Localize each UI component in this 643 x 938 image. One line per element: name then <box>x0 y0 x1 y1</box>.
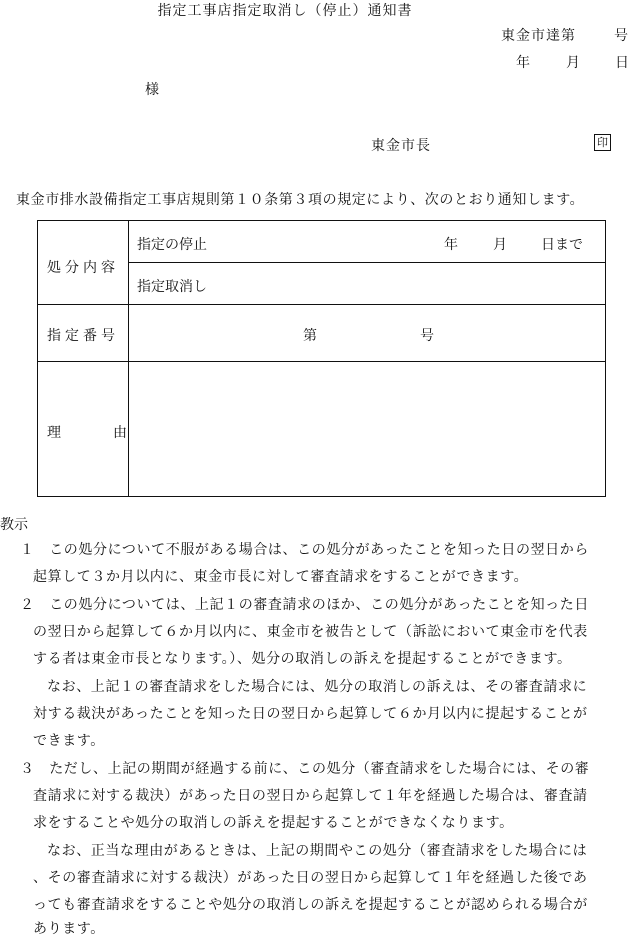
instruction-line: 対する裁決があったことを知った日の翌日から起算して６か月以内に提起することが <box>33 706 588 722</box>
date-day-label: 日 <box>615 55 629 71</box>
intro-sentence: 東金市排水設備指定工事店規則第１０条第３項の規定により、次のとおり通知します。 <box>16 192 585 208</box>
instruction-line: の翌日から起算して６か月以内に、東金市を被告として（訴訟において東金市を代表 <box>33 624 588 640</box>
revocation-option: 指定取消し <box>137 279 207 295</box>
instruction-line: 起算して３か月以内に、東金市長に対して審査請求をすることができます。 <box>33 569 529 585</box>
designation-number-prefix: 第 <box>303 328 317 344</box>
instruction-line: なお、上記１の審査請求をした場合には、処分の取消しの訴えは、その審査請求に <box>47 679 588 695</box>
date-year-label: 年 <box>516 55 530 71</box>
seal-icon: 印 <box>594 134 611 151</box>
reason-label-char-2: 由 <box>113 425 127 441</box>
document-title: 指定工事店指定取消し（停止）通知書 <box>157 3 413 19</box>
instruction-line: なお、正当な理由があるときは、上記の期間やこの処分（審査請求をした場合には <box>47 843 588 859</box>
date-month-label: 月 <box>566 55 580 71</box>
table-row-divider <box>38 304 605 305</box>
addressee-honorific: 様 <box>145 82 159 98</box>
reason-label <box>47 422 127 442</box>
instruction-line: 査請求に対する裁決）があった日の翌日から起算して１年を経過した場合は、審査請 <box>33 788 588 804</box>
issuer-name: 東金市長 <box>371 138 431 154</box>
until-year-label: 年 <box>444 237 458 253</box>
reason-label-char-1: 理 <box>47 425 61 441</box>
instruction-line: ３ ただし、上記の期間が経過する前に、この処分（審査請求をした場合には、その審 <box>20 761 590 777</box>
document-number-suffix: 号 <box>614 28 628 44</box>
instruction-line: 求をすることや処分の取消しの訴えを提起することができなくなります。 <box>33 815 514 831</box>
designation-number-label: 指定番号 <box>47 328 119 344</box>
designation-number-suffix: 号 <box>420 328 434 344</box>
table-inner-row-divider <box>128 262 605 263</box>
disposition-label: 処分内容 <box>47 260 119 276</box>
table-row-divider <box>38 361 605 362</box>
instruction-line: あります。 <box>33 921 105 937</box>
instruction-line: する者は東金市長となります。）、処分の取消しの訴えを提起することができます。 <box>33 651 572 667</box>
until-day-label: 日まで <box>541 237 583 253</box>
suspension-option: 指定の停止 <box>137 237 207 253</box>
notice-table <box>37 220 606 497</box>
instruction-line: 、その審査請求に対する裁決）があった日の翌日から起算して１年を経過した後であ <box>33 870 588 886</box>
instruction-heading: 教示 <box>0 517 28 533</box>
instruction-line: っても審査請求をすることや処分の取消しの訴えを提起することが認められる場合が <box>33 897 588 913</box>
document-number-label: 東金市達第 <box>501 28 576 44</box>
until-month-label: 月 <box>493 237 507 253</box>
instruction-line: ２ この処分については、上記１の審査請求のほか、この処分があったことを知った日 <box>20 597 589 613</box>
instruction-line: できます。 <box>33 733 105 749</box>
instruction-line: １ この処分について不服がある場合は、この処分があったことを知った日の翌日から <box>20 542 589 558</box>
